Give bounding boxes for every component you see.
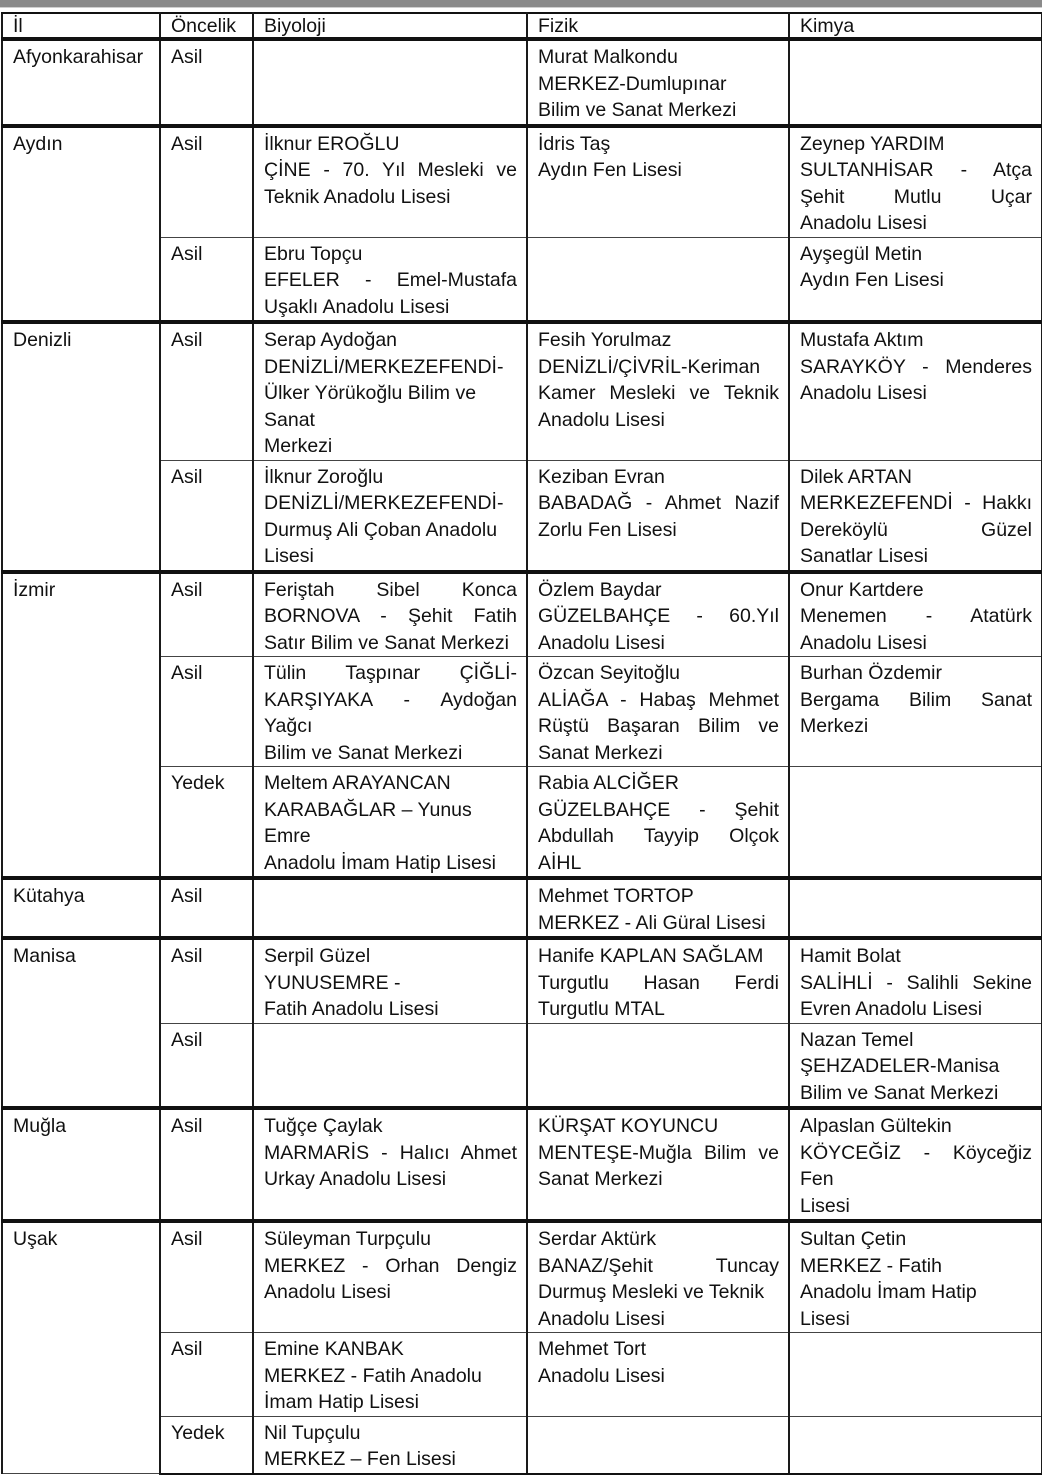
- cell-line: YUNUSEMRE -: [264, 971, 401, 994]
- cell-kimya: [789, 938, 1042, 1023]
- cell-il: Kütahya: [2, 878, 160, 938]
- cell-kimya: [789, 1416, 1042, 1474]
- cell-line: ALİAĞA - Habaş Mehmet: [538, 688, 779, 711]
- cell-line: Keziban Evran: [538, 465, 665, 488]
- cell-line: EFELER - Emel-Mustafa: [264, 269, 517, 291]
- cell-oncelik: Asil: [160, 1221, 253, 1333]
- cell-line: Sanatlar Lisesi: [800, 545, 928, 567]
- cell-line: Tülin Taşpınar ÇİĞLİ-: [264, 662, 517, 684]
- cell-line: Bilim ve Sanat Merkezi: [800, 1081, 999, 1104]
- cell-kimya: [789, 39, 1042, 126]
- cell-line: Evren Anadolu Lisesi: [800, 998, 983, 1020]
- cell-line: Merkezi: [264, 435, 333, 457]
- cell-line: DENİZLİ/MERKEZEFENDİ-: [264, 355, 504, 378]
- cell-fizik: [527, 39, 789, 126]
- cell-kimya: [789, 1108, 1042, 1221]
- cell-oncelik: Asil: [160, 572, 253, 657]
- cell-line: Teknik Anadolu Lisesi: [264, 185, 451, 208]
- header-oncelik: Öncelik: [160, 13, 253, 39]
- table-row: [2, 938, 1042, 1023]
- cell-line: Burhan Özdemir: [800, 662, 942, 684]
- cell-line: SULTANHİSAR - Atça: [800, 159, 1032, 181]
- cell-line: AİHL: [538, 851, 582, 874]
- table-body: [2, 39, 1042, 1474]
- cell-line: ŞEHZADELER-Manisa: [800, 1055, 1000, 1077]
- cell-line: Süleyman Turpçulu: [264, 1228, 431, 1250]
- cell-oncelik: Asil: [160, 126, 253, 238]
- cell-line: Bilim ve Sanat Merkezi: [538, 99, 737, 121]
- cell-fizik: [527, 1023, 789, 1108]
- header-il: İl: [2, 13, 160, 39]
- cell-fizik: [527, 938, 789, 1023]
- cell-line: Hanife KAPLAN SAĞLAM: [538, 945, 764, 967]
- cell-biyoloji: [253, 39, 527, 126]
- cell-line: Urkay Anadolu Lisesi: [264, 1168, 447, 1190]
- table-row: [2, 126, 1042, 238]
- cell-line: MERKEZ – Fen Lisesi: [264, 1448, 456, 1470]
- cell-line: Mustafa Aktım: [800, 329, 924, 351]
- cell-line: Özcan Seyitoğlu: [538, 662, 680, 684]
- cell-biyoloji: [253, 1221, 527, 1333]
- cell-oncelik: Asil: [160, 1108, 253, 1221]
- cell-biyoloji: [253, 460, 527, 572]
- header-biyoloji: Biyoloji: [253, 13, 527, 39]
- cell-fizik: [527, 1416, 789, 1474]
- cell-line: Anadolu Lisesi: [800, 382, 927, 404]
- cell-oncelik: Asil: [160, 237, 253, 322]
- cell-line: Zeynep YARDIM: [800, 132, 945, 155]
- cell-line: İdris Taş: [538, 132, 611, 155]
- cell-fizik: [527, 1333, 789, 1417]
- cell-oncelik: Asil: [160, 878, 253, 938]
- cell-line: Serdar Aktürk: [538, 1228, 657, 1250]
- table-row: [2, 39, 1042, 126]
- cell-il: Manisa: [2, 938, 160, 1108]
- cell-line: Anadolu Lisesi: [538, 631, 665, 654]
- cell-line: Sanat Merkezi: [538, 741, 663, 764]
- cell-line: Şehit Mutlu Uçar: [800, 185, 1032, 208]
- cell-line: Dereköylü Güzel: [800, 518, 1032, 541]
- cell-il: Afyonkarahisar: [2, 39, 160, 126]
- cell-line: Anadolu İmam Hatip: [800, 1281, 977, 1303]
- cell-fizik: [527, 767, 789, 879]
- cell-line: Anadolu Lisesi: [538, 408, 665, 431]
- cell-fizik: [527, 126, 789, 238]
- cell-il: Muğla: [2, 1108, 160, 1221]
- cell-kimya: [789, 126, 1042, 238]
- cell-line: Menemen - Atatürk: [800, 605, 1032, 627]
- cell-line: MERKEZ - Fatih: [800, 1254, 942, 1277]
- cell-line: Meltem ARAYANCAN: [264, 772, 451, 794]
- cell-line: GÜZELBAHÇE - Şehit: [538, 798, 779, 821]
- cell-oncelik: Asil: [160, 657, 253, 767]
- cell-biyoloji: [253, 322, 527, 460]
- cell-line: KARŞIYAKA - Aydoğan Yağcı: [264, 688, 517, 737]
- cell-line: Dilek ARTAN: [800, 465, 912, 488]
- cell-biyoloji: [253, 1108, 527, 1221]
- cell-line: Turgutlu Hasan Ferdi: [538, 971, 779, 994]
- cell-kimya: [789, 767, 1042, 879]
- window-top-edge: [0, 0, 1042, 8]
- cell-line: İmam Hatip Lisesi: [264, 1391, 419, 1413]
- cell-biyoloji: [253, 1416, 527, 1474]
- cell-line: Lisesi: [800, 1194, 850, 1217]
- cell-line: BABADAĞ - Ahmet Nazif: [538, 492, 779, 514]
- table-row: [2, 878, 1042, 938]
- cell-line: İlknur Zoroğlu: [264, 465, 384, 488]
- cell-line: MENTEŞE-Muğla Bilim ve: [538, 1141, 779, 1164]
- cell-kimya: [789, 1221, 1042, 1333]
- cell-line: Anadolu İmam Hatip Lisesi: [264, 851, 496, 874]
- cell-kimya: [789, 572, 1042, 657]
- cell-line: Emine KANBAK: [264, 1338, 404, 1360]
- cell-line: Anadolu Lisesi: [800, 631, 927, 654]
- cell-line: Lisesi: [264, 545, 314, 567]
- cell-line: Uşaklı Anadolu Lisesi: [264, 295, 450, 318]
- cell-line: Tuğçe Çaylak: [264, 1115, 383, 1137]
- cell-biyoloji: [253, 1023, 527, 1108]
- cell-fizik: [527, 878, 789, 938]
- cell-kimya: [789, 322, 1042, 460]
- cell-oncelik: Asil: [160, 938, 253, 1023]
- cell-kimya: [789, 1333, 1042, 1417]
- cell-line: Lisesi: [800, 1307, 850, 1330]
- cell-line: BORNOVA - Şehit Fatih: [264, 605, 517, 627]
- cell-fizik: [527, 657, 789, 767]
- cell-line: MERKEZ - Orhan Dengiz: [264, 1254, 517, 1277]
- cell-il: İzmir: [2, 572, 160, 879]
- cell-line: DENİZLİ/MERKEZEFENDİ-: [264, 492, 504, 514]
- cell-oncelik: Yedek: [160, 767, 253, 879]
- header-fizik: Fizik: [527, 13, 789, 39]
- cell-line: Ebru Topçu: [264, 242, 363, 265]
- cell-oncelik: Asil: [160, 322, 253, 460]
- cell-line: Onur Kartdere: [800, 578, 924, 601]
- cell-line: MERKEZ-Dumlupınar: [538, 72, 727, 95]
- cell-line: Fatih Anadolu Lisesi: [264, 998, 439, 1020]
- cell-biyoloji: [253, 1333, 527, 1417]
- header-row: [2, 13, 1042, 39]
- cell-il: Uşak: [2, 1221, 160, 1474]
- cell-line: Zorlu Fen Lisesi: [538, 518, 677, 541]
- cell-line: Ülker Yörükoğlu Bilim ve Sanat: [264, 382, 477, 431]
- cell-line: Alpaslan Gültekin: [800, 1115, 952, 1137]
- cell-line: GÜZELBAHÇE - 60.Yıl: [538, 605, 779, 627]
- cell-kimya: [789, 460, 1042, 572]
- cell-line: Fesih Yorulmaz: [538, 329, 672, 351]
- cell-line: KÜRŞAT KOYUNCU: [538, 1115, 719, 1137]
- assignment-table: [1, 12, 1042, 1475]
- cell-oncelik: Asil: [160, 1333, 253, 1417]
- cell-fizik: [527, 322, 789, 460]
- cell-line: Turgutlu MTAL: [538, 998, 665, 1020]
- cell-line: Durmuş Ali Çoban Anadolu: [264, 518, 498, 541]
- cell-line: Hamit Bolat: [800, 945, 901, 967]
- table-row: [2, 1221, 1042, 1333]
- cell-biyoloji: [253, 767, 527, 879]
- cell-line: Sultan Çetin: [800, 1228, 907, 1250]
- table-row: [2, 322, 1042, 460]
- cell-line: Anadolu Lisesi: [538, 1307, 665, 1330]
- cell-line: Feriştah Sibel Konca: [264, 578, 517, 601]
- cell-oncelik: Asil: [160, 39, 253, 126]
- cell-line: MERKEZEFENDİ - Hakkı: [800, 492, 1032, 514]
- cell-line: Ayşegül Metin: [800, 242, 923, 265]
- table-row: [2, 1108, 1042, 1221]
- cell-line: MERKEZ - Fatih Anadolu: [264, 1364, 482, 1387]
- cell-biyoloji: [253, 572, 527, 657]
- cell-line: Özlem Baydar: [538, 578, 662, 601]
- cell-line: Mehmet TORTOP: [538, 885, 694, 907]
- cell-line: Abdullah Tayyip Olçok: [538, 825, 779, 847]
- cell-biyoloji: [253, 657, 527, 767]
- cell-line: SALİHLİ - Salihli Sekine: [800, 971, 1032, 994]
- cell-line: Nazan Temel: [800, 1028, 914, 1051]
- cell-line: İlknur EROĞLU: [264, 132, 400, 155]
- cell-il: Denizli: [2, 322, 160, 572]
- cell-line: BANAZ/Şehit Tuncay: [538, 1254, 779, 1277]
- cell-line: Rüştü Başaran Bilim ve: [538, 715, 779, 737]
- cell-line: KARABAĞLAR – Yunus Emre: [264, 798, 472, 847]
- cell-biyoloji: [253, 938, 527, 1023]
- cell-line: MARMARİS - Halıcı Ahmet: [264, 1141, 517, 1164]
- cell-fizik: [527, 572, 789, 657]
- cell-il: Aydın: [2, 126, 160, 323]
- cell-line: Durmuş Mesleki ve Teknik: [538, 1281, 765, 1303]
- cell-line: Bilim ve Sanat Merkezi: [264, 741, 463, 764]
- cell-line: SARAYKÖY - Menderes: [800, 355, 1032, 378]
- cell-kimya: [789, 1023, 1042, 1108]
- cell-line: Anadolu Lisesi: [264, 1281, 391, 1303]
- cell-line: Anadolu Lisesi: [538, 1364, 665, 1387]
- cell-line: Nil Tupçulu: [264, 1421, 361, 1444]
- cell-line: Anadolu Lisesi: [800, 212, 927, 234]
- cell-line: Serap Aydoğan: [264, 329, 398, 351]
- cell-oncelik: Asil: [160, 460, 253, 572]
- cell-line: Rabia ALCİĞER: [538, 772, 679, 794]
- cell-kimya: [789, 657, 1042, 767]
- cell-biyoloji: [253, 126, 527, 238]
- cell-line: Aydın Fen Lisesi: [800, 269, 944, 291]
- cell-fizik: [527, 1221, 789, 1333]
- cell-kimya: [789, 237, 1042, 322]
- cell-fizik: [527, 460, 789, 572]
- cell-fizik: [527, 237, 789, 322]
- cell-line: MERKEZ - Ali Güral Lisesi: [538, 911, 766, 934]
- cell-line: Murat Malkondu: [538, 46, 678, 68]
- cell-line: ÇİNE - 70. Yıl Mesleki ve: [264, 159, 517, 181]
- cell-oncelik: Yedek: [160, 1416, 253, 1474]
- cell-line: Sanat Merkezi: [538, 1168, 663, 1190]
- cell-biyoloji: [253, 878, 527, 938]
- cell-kimya: [789, 878, 1042, 938]
- cell-line: Aydın Fen Lisesi: [538, 159, 682, 181]
- cell-line: Serpil Güzel: [264, 945, 371, 967]
- cell-line: KÖYCEĞİZ - Köyceğiz Fen: [800, 1141, 1032, 1190]
- cell-line: Bergama Bilim Sanat: [800, 688, 1032, 711]
- table-row: [2, 572, 1042, 657]
- cell-fizik: [527, 1108, 789, 1221]
- cell-line: Satır Bilim ve Sanat Merkezi: [264, 631, 509, 654]
- cell-line: Kamer Mesleki ve Teknik: [538, 382, 779, 404]
- cell-line: Merkezi: [800, 715, 869, 737]
- cell-biyoloji: [253, 237, 527, 322]
- cell-oncelik: Asil: [160, 1023, 253, 1108]
- cell-line: Mehmet Tort: [538, 1338, 647, 1360]
- header-kimya: Kimya: [789, 13, 1042, 39]
- cell-line: DENİZLİ/ÇİVRİL-Keriman: [538, 355, 761, 378]
